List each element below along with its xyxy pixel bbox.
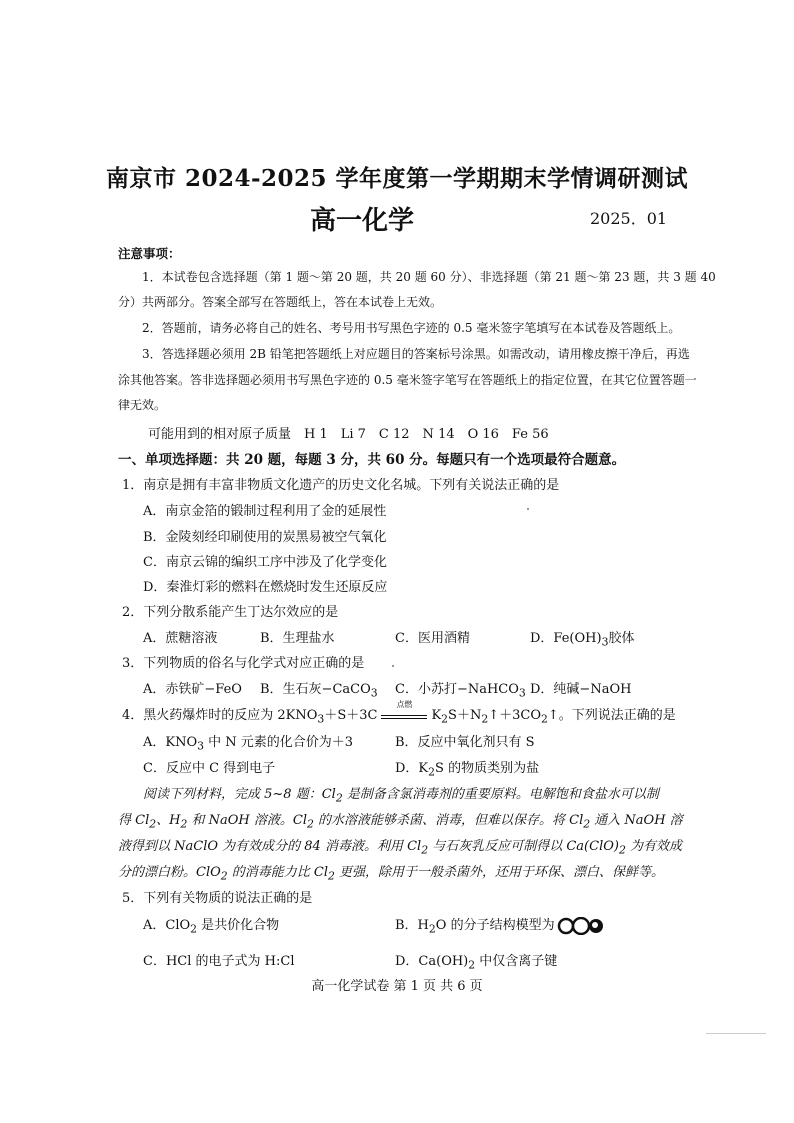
q3-option-a: A．赤铁矿−FeO [143, 682, 242, 697]
notice-item-2: 2．答题前，请务必将自己的姓名、考号用书写黑色字迹的 0.5 毫米签字笔填写在本试卷及答题纸上。 [142, 321, 681, 335]
notice-heading: 注意事项： [118, 246, 181, 261]
q1-option-a: A．南京金箔的锻制过程利用了金的延展性 [143, 504, 387, 519]
q2-option-b: B．生理盐水 [260, 631, 335, 646]
scan-mark [706, 1033, 766, 1034]
scan-speck [392, 665, 394, 667]
page-title: 南京市 2024-2025 学年度第一学期期末学情调研测试 [105, 165, 689, 192]
q2-option-c: C．医用酒精 [395, 631, 470, 646]
q3-option-b: B．生石灰−CaCO$_3$ [260, 682, 378, 700]
q4-stem: 4．黑火药爆炸时的反应为 $2KNO_3+S+3C$ 点燃 $K_2S+N_2↑+3CO_2↑$。下列说法正确的是 [122, 700, 676, 726]
material-line-2: 得 $Cl_2$、$H_2$ 和 NaOH 溶液。$Cl_2$ 的水溶液能够杀菌、消毒，但难以保存。将 $Cl_2$ 通入 NaOH 溶 [118, 813, 683, 831]
notice-item-3-line-2: 涂其他答案。答非选择题必须用书写黑色字迹的 0.5 毫米签字笔写在答题纸上的指定位置，在其它位置答题一 [118, 373, 697, 387]
reaction-arrow: 点燃 [381, 708, 427, 719]
q3-option-c: C．小苏打−NaHCO$_3$ [395, 682, 526, 700]
q4-option-b: B．反应中氧化剂只有 S [395, 735, 535, 750]
notice-item-3-line-1: 3．答选择题必须用 2B 铅笔把答题纸上对应题目的答案标号涂黑。如需改动，请用橡皮擦干净后，再选 [142, 347, 690, 361]
section-heading-single-choice: 一、单项选择题：共 20 题，每题 3 分，共 60 分。每题只有一个选项最符合题意。 [118, 452, 626, 468]
q5-option-d: D．$Ca(OH)_2$ 中仅含离子键 [395, 954, 558, 972]
notice-item-3-line-3: 律无效。 [118, 398, 167, 412]
exam-date: 2025．01 [590, 209, 668, 228]
q2-option-d: D．$Fe(OH)_3$胶体 [530, 631, 635, 649]
q5-option-b: B．$H_2O$ 的分子结构模型为 [395, 914, 605, 936]
q4-option-a: A．$KNO_3$ 中 N 元素的化合价为＋3 [143, 735, 354, 753]
q4-option-d: D．$K_2S$ 的物质类别为盐 [395, 761, 540, 779]
atomic-masses: 可能用到的相对原子质量 H 1 Li 7 C 12 N 14 O 16 Fe 56 [148, 427, 549, 442]
q1-option-c: C．南京云锦的编织工序中涉及了化学变化 [143, 555, 387, 570]
material-line-4: 分的漂白粉。ClO$_2$ 的消毒能力比 $Cl_2$ 更强，除用于一般杀菌外，还用于环保、漂白、保鲜等。 [118, 865, 665, 883]
scan-speck [527, 508, 529, 510]
notice-item-1-line-1: 1．本试卷包含选择题（第 1 题～第 20 题，共 20 题 60 分）、非选择题（第 21 题～第 23 题，共 3 题 40 [142, 270, 716, 284]
q3-stem: 3．下列物质的俗名与化学式对应正确的是 [122, 656, 365, 671]
subject-title: 高一化学 [310, 206, 415, 236]
notice-item-1-line-2: 分）共两部分。答案全部写在答题纸上，答在本试卷上无效。 [118, 295, 443, 309]
q2-stem: 2．下列分散系能产生丁达尔效应的是 [122, 605, 339, 620]
water-molecule-ball-model-icon [557, 917, 605, 935]
q1-option-b: B．金陵刻经印刷使用的炭黑易被空气氧化 [143, 530, 387, 545]
q5-stem: 5．下列有关物质的说法正确的是 [122, 891, 313, 906]
page-footer: 高一化学试卷 第 1 页 共 6 页 [311, 979, 483, 994]
q5-option-a: A．ClO$_2$ 是共价化合物 [143, 918, 280, 936]
q1-stem: 1．南京是拥有丰富非物质文化遗产的历史文化名城。下列有关说法正确的是 [122, 478, 560, 493]
material-line-1: 阅读下列材料，完成 5~8 题：$Cl_2$ 是制备含氯消毒剂的重要原料。电解饱和食盐水可以制 [143, 787, 659, 805]
material-line-3: 液得到以 NaClO 为有效成分的 84 消毒液。利用 $Cl_2$ 与石灰乳反应可制得以 $Ca(ClO)_2$ 为有效成 [118, 839, 682, 857]
q2-option-a: A．蔗糖溶液 [143, 631, 218, 646]
q3-option-d: D．纯碱−NaOH [530, 682, 632, 697]
q1-option-d: D．秦淮灯彩的燃料在燃烧时发生还原反应 [143, 580, 388, 595]
q5-option-c: C．HCl 的电子式为 H:Cl [143, 954, 295, 969]
q4-option-c: C．反应中 C 得到电子 [143, 761, 276, 776]
